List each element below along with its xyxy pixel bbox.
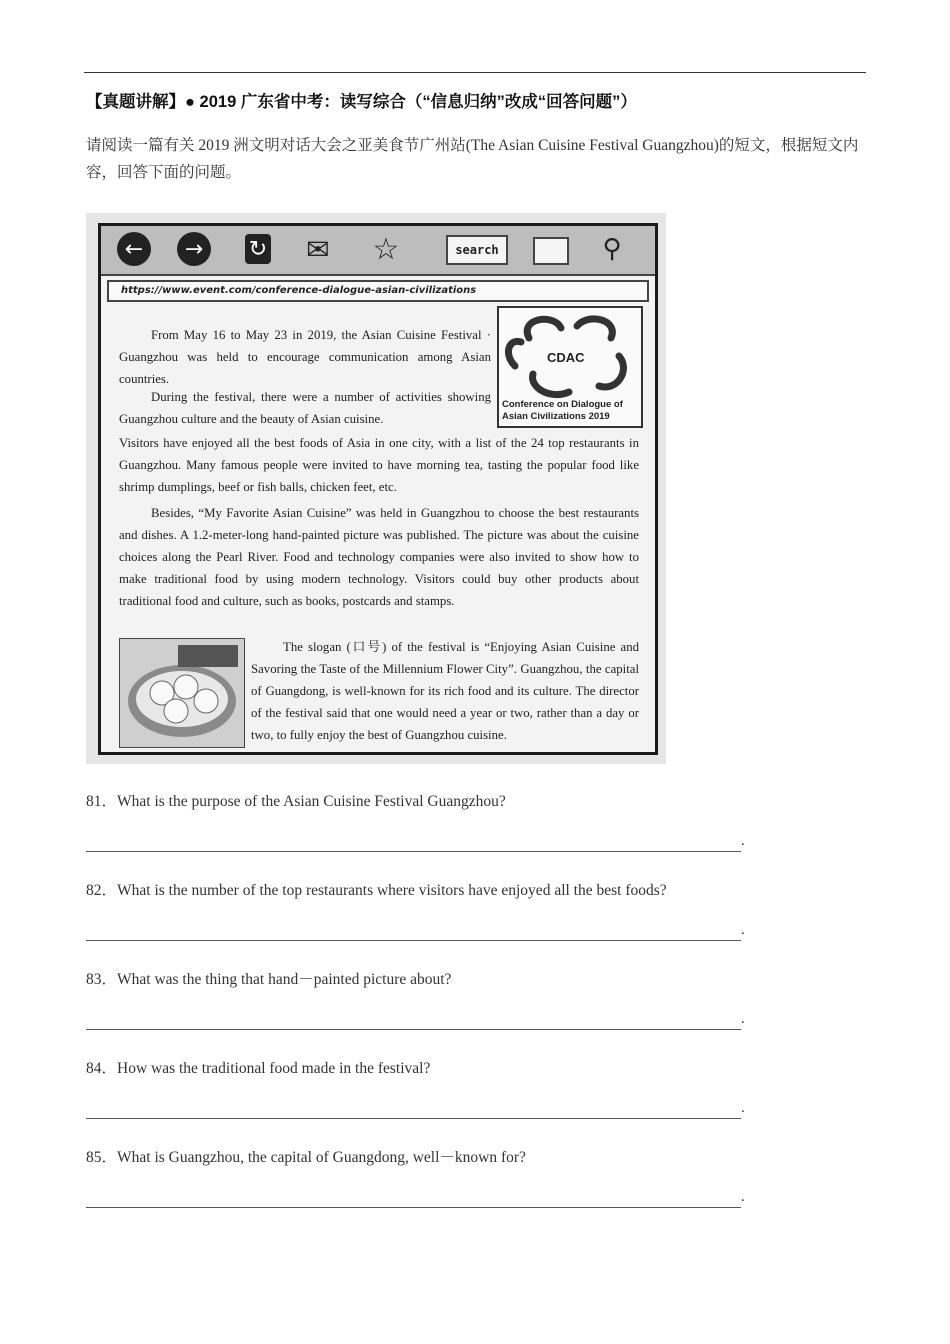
star-icon: ☆ xyxy=(372,231,400,267)
url-bar: https://www.event.com/conference-dialogue-asian-civilizations xyxy=(107,280,649,302)
answer-period: . xyxy=(741,1100,745,1116)
question-81: 81．What is the purpose of the Asian Cuisine Festival Guangzhou? xyxy=(86,793,506,810)
refresh-icon: ↻ xyxy=(245,234,271,264)
answer-line-85[interactable] xyxy=(86,1207,741,1208)
article-paragraph-5: The slogan (口号) of the festival is “Enjoying Asian Cuisine and Savoring the Taste of the Millennium Flower City”. Guangzhou, the capital of Guangdong, is well-known for its rich food and its culture. The director of the festival said that one would need a year or two, rather than a day or two, to fully enjoy the best of Guangzhou cuisine. xyxy=(251,640,639,742)
answer-line-84[interactable] xyxy=(86,1118,741,1119)
article-paragraph-1: From May 16 to May 23 in 2019, the Asian Cuisine Festival · Guangzhou was held to encourage communication among Asian countries. xyxy=(119,328,491,386)
logo-text: CDAC xyxy=(547,350,585,365)
webpage-scan-image xyxy=(86,213,666,764)
dumplings-photo xyxy=(119,638,245,748)
top-divider xyxy=(84,72,866,73)
cdac-logo xyxy=(497,306,643,428)
browser-frame xyxy=(98,223,658,755)
search-box: search xyxy=(446,235,508,265)
mail-icon: ✉ xyxy=(306,232,330,266)
answer-line-83[interactable] xyxy=(86,1029,741,1030)
answer-line-81[interactable] xyxy=(86,851,741,852)
answer-period: . xyxy=(741,922,745,938)
forward-arrow-icon: → xyxy=(177,232,211,266)
question-84: 84．How was the traditional food made in the festival? xyxy=(86,1060,431,1077)
article-paragraph-3: Visitors have enjoyed all the best foods of Asia in one city, with a list of the 24 top restaurants in Guangzhou. Many famous people were invited to have morning tea, tasting the popular food like shrimp dumplings, beef or fish balls, chicken feet, etc. xyxy=(119,436,639,494)
article-paragraph-2: During the festival, there were a number of activities showing Guangzhou culture and the beauty of Asian cuisine. xyxy=(119,390,491,426)
blank-field xyxy=(533,237,569,265)
answer-line-82[interactable] xyxy=(86,940,741,941)
answer-period: . xyxy=(741,1011,745,1027)
question-82: 82．What is the number of the top restaurants where visitors have enjoyed all the best foods? xyxy=(86,882,667,899)
answer-period: . xyxy=(741,833,745,849)
browser-toolbar xyxy=(101,226,655,276)
answer-period: . xyxy=(741,1189,745,1205)
logo-caption: Conference on Dialogue of Asian Civilizations 2019 xyxy=(502,399,623,422)
page-title: 【真题讲解】● 2019 广东省中考：读写综合（“信息归纳”改成“回答问题”） xyxy=(86,93,637,111)
magnifier-icon: ⚲ xyxy=(602,234,622,264)
dumplings-illustration xyxy=(120,639,244,747)
intro-paragraph: 请阅读一篇有关 2019 洲文明对话大会之亚美食节广州站(The Asian Cuisine Festival Guangzhou)的短文，根据短文内容，回答下面的问题。 xyxy=(86,137,859,181)
back-arrow-icon: ← xyxy=(117,232,151,266)
article-paragraph-4: Besides, “My Favorite Asian Cuisine” was held in Guangzhou to choose the best restaurants and dishes. A 1.2-meter-long hand-painted picture was published. The picture was about the cuisine choices along the Pearl River. Food and technology companies were also invited to show how to make traditional food by using modern technology. Visitors could buy other products about traditional food and culture, such as books, postcards and stamps. xyxy=(119,506,639,608)
question-83: 83．What was the thing that hand－painted picture about? xyxy=(86,971,452,988)
question-85: 85．What is Guangzhou, the capital of Guangdong, well－known for? xyxy=(86,1149,526,1166)
